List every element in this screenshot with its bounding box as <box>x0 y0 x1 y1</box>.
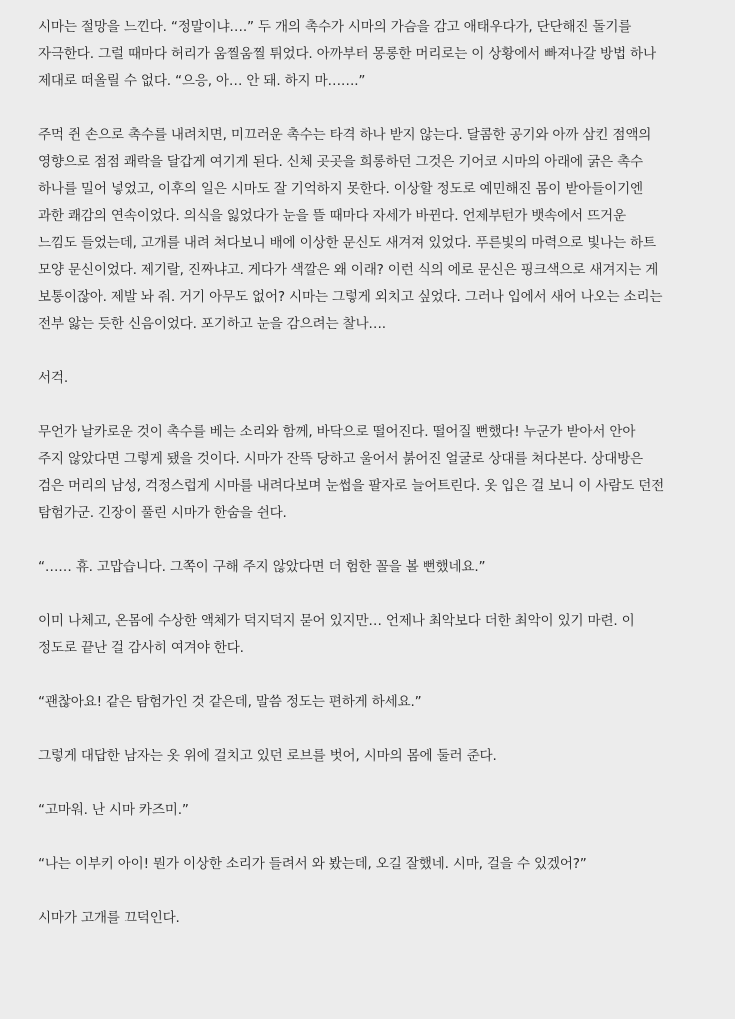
text-line: 그렇게 대답한 남자는 옷 위에 걸치고 있던 로브를 벗어, 시마의 몸에 둘러 준다. <box>38 748 497 764</box>
text-line: “나는 이부키 아이! 뭔가 이상한 소리가 들려서 와 봤는데, 오길 잘했네. 시마, 걸을 수 있겠어?” <box>38 856 587 872</box>
text-line: 탐험가군. 긴장이 풀린 시마가 한숨을 쉰다. <box>38 505 287 521</box>
text-line: 무언가 날카로운 것이 촉수를 베는 소리와 함께, 바닥으로 떨어진다. 떨어질 뻔했다! 누군가 받아서 안아 <box>38 424 636 440</box>
text-line: 이미 나체고, 온몸에 수상한 액체가 덕지덕지 묻어 있지만… 언제나 최악보다 더한 최악이 있기 마련. 이 <box>38 613 635 629</box>
story-paragraph <box>38 851 715 878</box>
text-line: 검은 머리의 남성, 걱정스럽게 시마를 내려다보며 눈썹을 팔자로 늘어트린다. 옷 입은 걸 보니 이 사람도 던전 <box>38 478 665 494</box>
text-line: “…… 휴. 고맙습니다. 그쪽이 구해 주지 않았다면 더 험한 꼴을 볼 뻔했네요.” <box>38 559 486 575</box>
text-line: 주먹 쥔 손으로 촉수를 내려치면, 미끄러운 촉수는 타격 하나 받지 않는다. 달콤한 공기와 아까 삼킨 점액의 <box>38 127 652 143</box>
text-line: “괜찮아요! 같은 탐험가인 것 같은데, 말씀 정도는 편하게 하세요.” <box>38 694 422 710</box>
text-line: 느낌도 들었는데, 고개를 내려 쳐다보니 배에 이상한 문신도 새겨져 있었다. 푸른빛의 마력으로 빛나는 하트 <box>38 235 656 251</box>
story-paragraph <box>38 554 715 581</box>
text-line: 보통이잖아. 제발 놔 줘. 거기 아무도 없어? 시마는 그렇게 외치고 싶었다. 그러나 입에서 새어 나오는 소리는 <box>38 289 663 305</box>
text-line: 서걱. <box>38 370 68 386</box>
story-paragraph <box>38 419 715 527</box>
text-line: 제대로 떠올릴 수 없다. “으응, 아… 안 돼. 하지 마…….” <box>38 73 366 89</box>
text-line: 주지 않았다면 그렇게 됐을 것이다. 시마가 잔뜩 당하고 울어서 붉어진 얼굴로 상대를 쳐다본다. 상대방은 <box>38 451 643 467</box>
story-paragraph <box>38 608 715 662</box>
story-paragraph <box>38 14 715 95</box>
text-line: 정도로 끝난 걸 감사히 여겨야 한다. <box>38 640 244 656</box>
story-paragraph <box>38 689 715 716</box>
story-paragraph <box>38 797 715 824</box>
story-paragraph <box>38 743 715 770</box>
text-line: “고마워. 난 시마 카즈미.” <box>38 802 189 818</box>
text-line: 자극한다. 그럴 때마다 허리가 움찔움찔 튀었다. 아까부터 몽롱한 머리로는 이 상황에서 빠져나갈 방법 하나 <box>38 46 656 62</box>
story-paragraph <box>38 122 715 338</box>
story-text <box>38 14 715 932</box>
text-line: 과한 쾌감의 연속이었다. 의식을 잃었다가 눈을 뜰 때마다 자세가 바뀐다. 언제부턴가 뱃속에서 뜨거운 <box>38 208 626 224</box>
story-paragraph <box>38 365 715 392</box>
text-line: 모양 문신이었다. 제기랄, 진짜냐고. 게다가 색깔은 왜 이래? 이런 식의 에로 문신은 핑크색으로 새겨지는 게 <box>38 262 659 278</box>
text-line: 하나를 밀어 넣었고, 이후의 일은 시마도 잘 기억하지 못한다. 이상할 정도로 예민해진 몸이 받아들이기엔 <box>38 181 643 197</box>
text-line: 영향으로 점점 쾌락을 달갑게 여기게 된다. 신체 곳곳을 희롱하던 그것은 기어코 시마의 아래에 굵은 촉수 <box>38 154 643 170</box>
text-line: 시마는 절망을 느낀다. “정말이냐….” 두 개의 촉수가 시마의 가슴을 감고 애태우다가, 단단해진 돌기를 <box>38 19 632 35</box>
text-line: 시마가 고개를 끄덕인다. <box>38 910 180 926</box>
story-paragraph <box>38 905 715 932</box>
text-line: 전부 앓는 듯한 신음이었다. 포기하고 눈을 감으려는 찰나…. <box>38 316 386 332</box>
